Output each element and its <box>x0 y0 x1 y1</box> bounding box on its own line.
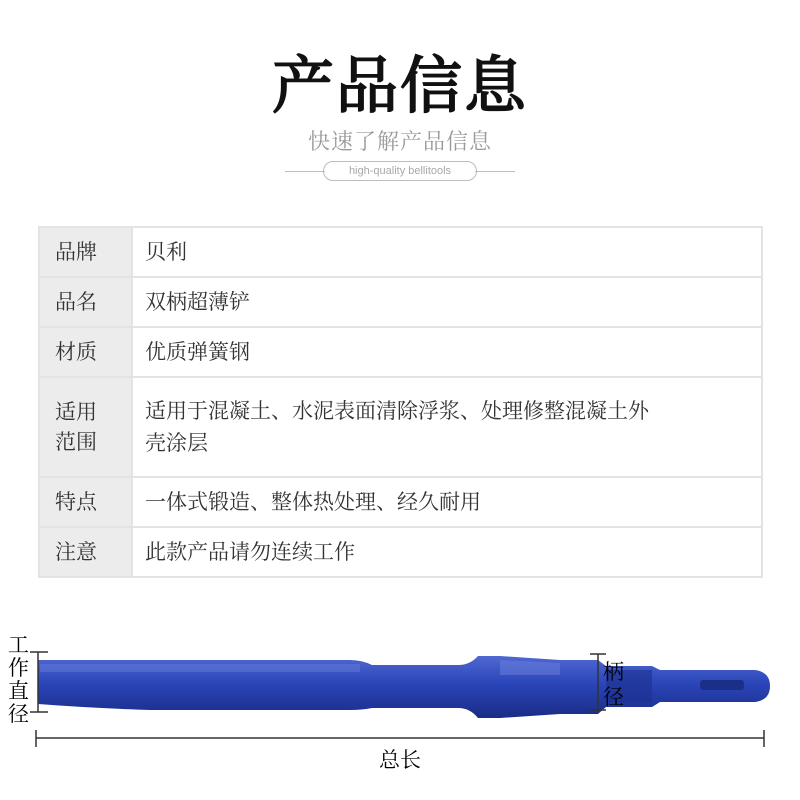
table-row <box>39 527 762 577</box>
row-key <box>39 377 132 477</box>
shank-diameter-char: 柄 <box>603 660 624 684</box>
tagline-text: high-quality bellitools <box>323 161 477 181</box>
page-title: 产品信息 <box>271 49 528 122</box>
row-key: 特点 <box>39 477 132 527</box>
table-row <box>39 327 762 377</box>
row-value: 一体式锻造、整体热处理、经久耐用 <box>132 477 762 527</box>
row-key-line: 范围 <box>55 430 97 454</box>
row-key: 品名 <box>39 277 132 327</box>
tool-diagram <box>0 630 800 780</box>
tagline-line-right <box>475 171 515 172</box>
row-value: 此款产品请勿连续工作 <box>132 527 762 577</box>
table-row <box>39 227 762 277</box>
table-row <box>39 377 762 477</box>
row-key: 注意 <box>39 527 132 577</box>
row-key: 材质 <box>39 327 132 377</box>
row-value-line: 适用于混凝土、水泥表面清除浮浆、处理修整混凝土外 <box>145 399 649 423</box>
work-diameter-char: 直 <box>8 679 29 703</box>
shank-diameter-char: 径 <box>603 685 624 709</box>
blade-highlight <box>40 664 360 672</box>
total-length-label: 总长 <box>379 748 421 772</box>
work-diameter-char: 作 <box>8 656 29 680</box>
shank-slot <box>700 680 744 690</box>
row-key-line: 适用 <box>55 400 97 424</box>
tagline-line-left <box>285 171 325 172</box>
spec-table <box>38 226 763 578</box>
row-key: 品牌 <box>39 227 132 277</box>
row-value-line: 壳涂层 <box>145 431 208 455</box>
table-row <box>39 277 762 327</box>
row-value: 优质弹簧钢 <box>132 327 762 377</box>
work-diameter-char: 径 <box>8 702 29 726</box>
table-row <box>39 477 762 527</box>
work-diameter-char: 工 <box>8 633 29 657</box>
page-subtitle: 快速了解产品信息 <box>307 130 492 155</box>
row-value <box>132 377 762 477</box>
row-value: 双柄超薄铲 <box>132 277 762 327</box>
row-value: 贝利 <box>132 227 762 277</box>
tool-diagram-svg <box>0 630 800 780</box>
tagline-badge <box>285 161 515 183</box>
